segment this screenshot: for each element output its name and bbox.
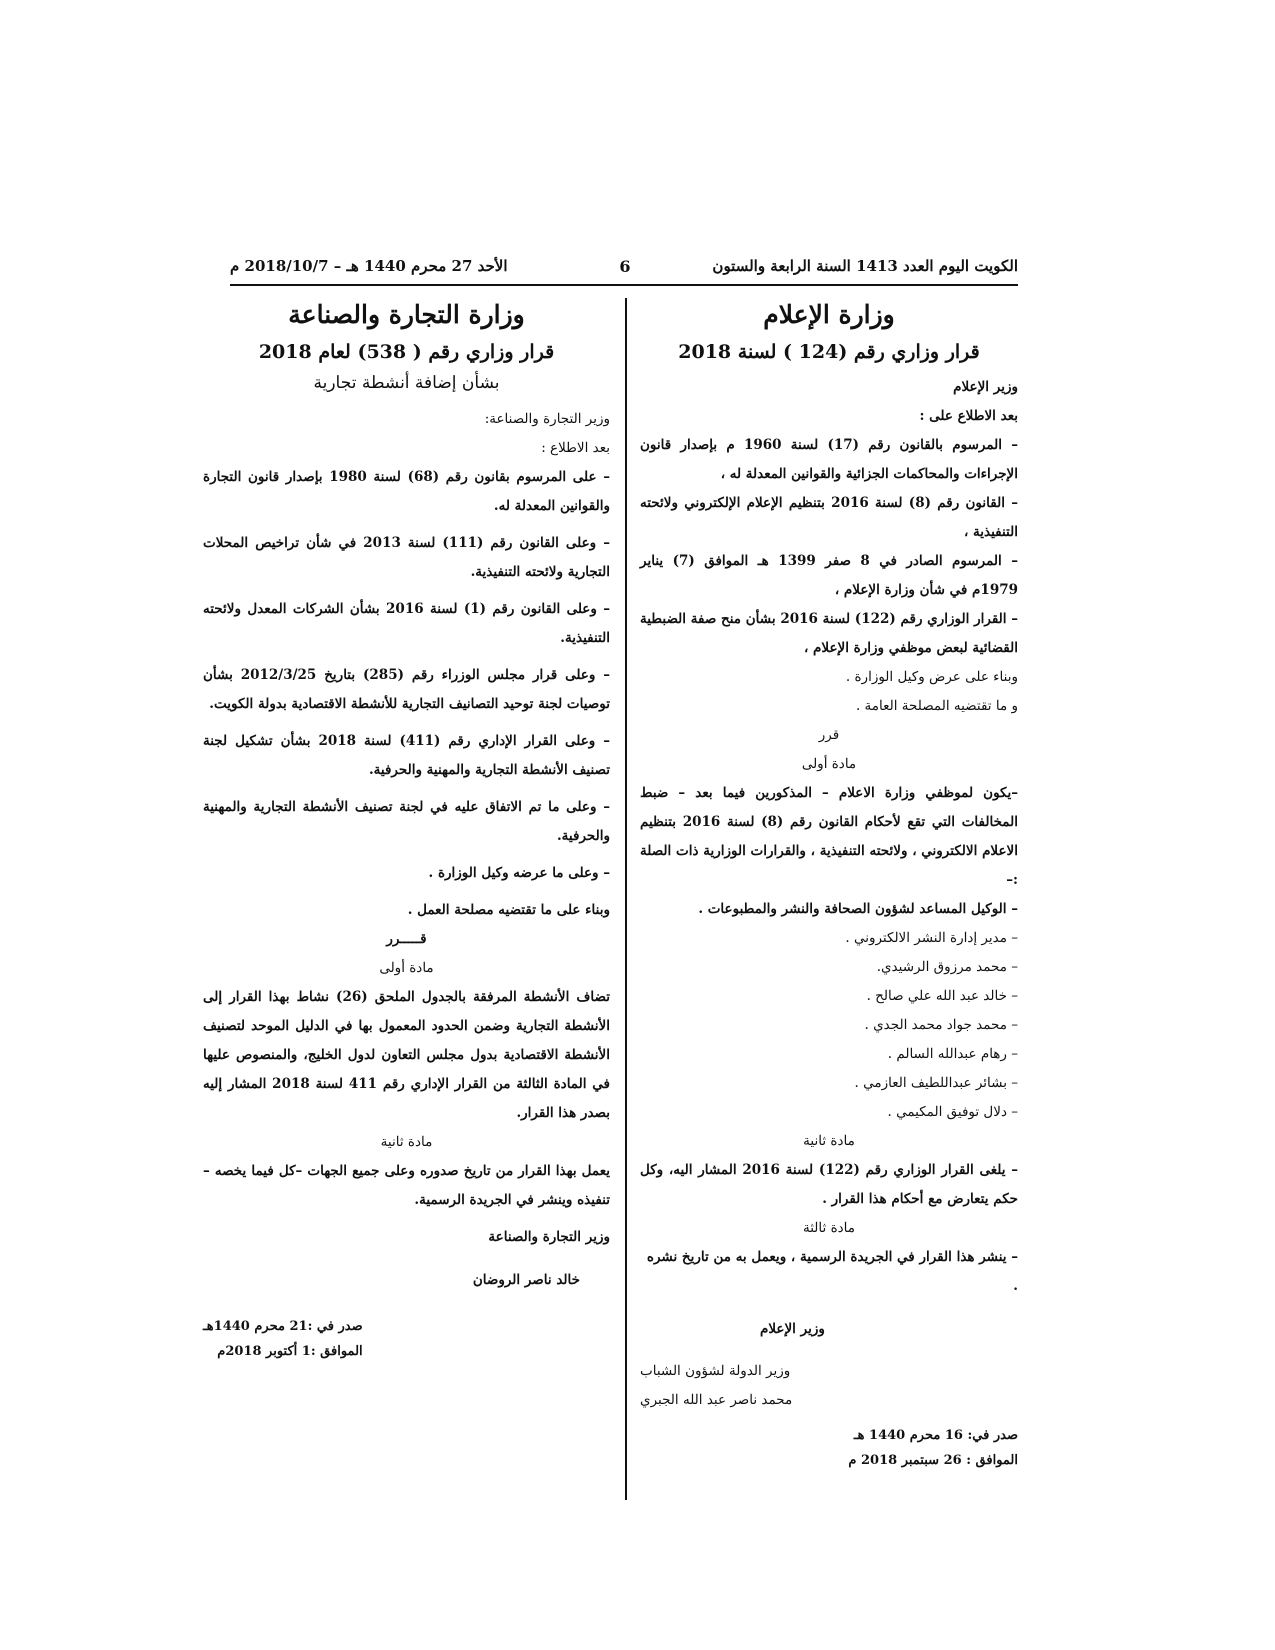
decided-heading: قرر [818, 727, 840, 743]
based-on: وبناء على ما تقتضيه مصلحة العمل . [407, 902, 610, 918]
review-item: – وعلى ما عرضه وكيل الوزارة . [428, 865, 610, 881]
official-item: – بشائر عبداللطيف العازمي . [854, 1075, 1018, 1091]
header-rule [230, 284, 1018, 286]
article-title: مادة أولى [379, 960, 434, 976]
review-item: – وعلى القرار الإداري رقم (411) لسنة 2018 بشأن تشكيل لجنة تصنيف الأنشطة التجارية والمهنية والحرفية. [203, 733, 610, 778]
signature-name: محمد ناصر عبد الله الجبري [640, 1392, 793, 1408]
after-review: بعد الاطلاع على : [919, 408, 1018, 424]
article-text: تضاف الأنشطة المرفقة بالجدول الملحق (26) نشاط بهذا القرار إلى الأنشطة التجارية وضمن الحدود المعمول بها في الدليل الموحد لتصنيف الأنشطة الاقتصادية بدول مجلس التعاون لدول الخليج، والمنصوص عليها في المادة الثالثة من القرار الإداري رقم 411 لسنة 2018 المشار إليه بصدر هذا القرار. [203, 989, 611, 1121]
official-item: – رهام عبدالله السالم . [887, 1046, 1018, 1062]
decree-title: قرار وزاري رقم ( 538) لعام 2018 [258, 341, 555, 363]
article-text: يعمل بهذا القرار من تاريخ صدوره وعلى جميع الجهات –كل فيما يخصه – تنفيذه وينشر في الجريدة الرسمية. [203, 1163, 610, 1208]
after-review: بعد الاطلاع : [541, 440, 610, 456]
public-interest: و ما تقتضيه المصلحة العامة . [855, 698, 1018, 714]
decree-title: قرار وزاري رقم (124 ) لسنة 2018 [678, 341, 980, 363]
review-item: – المرسوم الصادر في 8 صفر 1399 هـ الموافق (7) يناير 1979م في شأن وزارة الإعلام ، [640, 553, 1018, 598]
article-text: – ينشر هذا القرار في الجريدة الرسمية ، ويعمل به من تاريخ نشره . [646, 1249, 1018, 1294]
review-item: – على المرسوم بقانون رقم (68) لسنة 1980 بإصدار قانون التجارة والقوانين المعدلة له. [203, 469, 610, 514]
decree-information [640, 298, 1018, 1473]
based-on: وبناء على عرض وكيل الوزارة . [845, 669, 1018, 685]
article-text: – يلغى القرار الوزاري رقم (122) لسنة 2016 المشار اليه، وكل حكم يتعارض مع أحكام هذا القرار . [640, 1162, 1018, 1207]
review-item: – وعلى قرار مجلس الوزراء رقم (285) بتاريخ 2012/3/25 بشأن توصيات لجنة توحيد التصانيف التجارية للأنشطة الاقتصادية بدولة الكويت. [203, 667, 610, 712]
article-text: –يكون لموظفي وزارة الاعلام – المذكورين فيما بعد – ضبط المخالفات التي تقع لأحكام القانون رقم (8) لسنة 2016 بتنظيم الاعلام الالكتروني ، ولائحته التنفيذية ، والقرارات الوزارية ذات الصلة :– [640, 785, 1018, 888]
header-publication: الكويت اليوم العدد 1413 السنة الرابعة والستون [712, 257, 1018, 275]
review-item: – وعلى ما تم الاتفاق عليه في لجنة تصنيف الأنشطة التجارية والمهنية والحرفية. [203, 799, 610, 844]
signature-title: وزير التجارة والصناعة [488, 1229, 610, 1245]
corresponding-date: الموافق :1 أكتوبر 2018م [217, 1344, 363, 1359]
page-header [230, 255, 1018, 283]
official-item: – خالد عبد الله علي صالح . [866, 988, 1018, 1004]
decided-heading: قـــــرر [386, 931, 427, 947]
issued-date: صدر في :21 محرم 1440هـ [203, 1319, 363, 1334]
column-divider [625, 298, 627, 1500]
decree-commerce [203, 298, 610, 1364]
article-title: مادة ثانية [380, 1134, 433, 1150]
article-title: مادة ثانية [803, 1133, 855, 1149]
decree-subject: بشأن إضافة أنشطة تجارية [313, 373, 500, 393]
official-item: – محمد جواد محمد الجدي . [864, 1017, 1018, 1033]
official-item: – مدير إدارة النشر الالكتروني . [845, 930, 1018, 946]
minister-heading: وزير التجارة والصناعة: [484, 411, 610, 427]
review-item: – المرسوم بالقانون رقم (17) لسنة 1960 م بإصدار قانون الإجراءات والمحاكمات الجزائية والقوانين المعدلة له ، [640, 437, 1018, 482]
review-item: – وعلى القانون رقم (1) لسنة 2016 بشأن الشركات المعدل ولائحته التنفيذية. [203, 601, 610, 646]
ministry-title: وزارة التجارة والصناعة [288, 300, 525, 329]
signature-name: خالد ناصر الروضان [472, 1271, 580, 1288]
page-number: 6 [619, 257, 631, 276]
minister-heading: وزير الإعلام [953, 379, 1018, 395]
official-item: – الوكيل المساعد لشؤون الصحافة والنشر والمطبوعات . [698, 901, 1018, 917]
review-item: – القرار الوزاري رقم (122) لسنة 2016 بشأن منح صفة الضبطية القضائية لبعض موظفي وزارة الإعلام ، [640, 611, 1018, 656]
review-item: – وعلى القانون رقم (111) لسنة 2013 في شأن تراخيص المحلات التجارية ولائحته التنفيذية. [203, 535, 610, 580]
official-item: – محمد مرزوق الرشيدي. [876, 959, 1018, 975]
ministry-title: وزارة الإعلام [763, 300, 895, 329]
corresponding-date: الموافق : 26 سبتمبر 2018 م [848, 1453, 1018, 1468]
issued-date: صدر في: 16 محرم 1440 هـ [853, 1428, 1018, 1443]
header-date: الأحد 27 محرم 1440 هـ – 2018/10/7 م [230, 257, 508, 275]
review-item: – القانون رقم (8) لسنة 2016 بتنظيم الإعلام الإلكتروني ولائحته التنفيذية ، [640, 495, 1018, 540]
article-title: مادة ثالثة [802, 1220, 856, 1236]
signature-title: وزير الإعلام [760, 1320, 825, 1337]
signature-role: وزير الدولة لشؤون الشباب [640, 1363, 791, 1379]
official-item: – دلال توفيق المكيمي . [887, 1104, 1018, 1120]
article-title: مادة أولى [801, 756, 857, 772]
